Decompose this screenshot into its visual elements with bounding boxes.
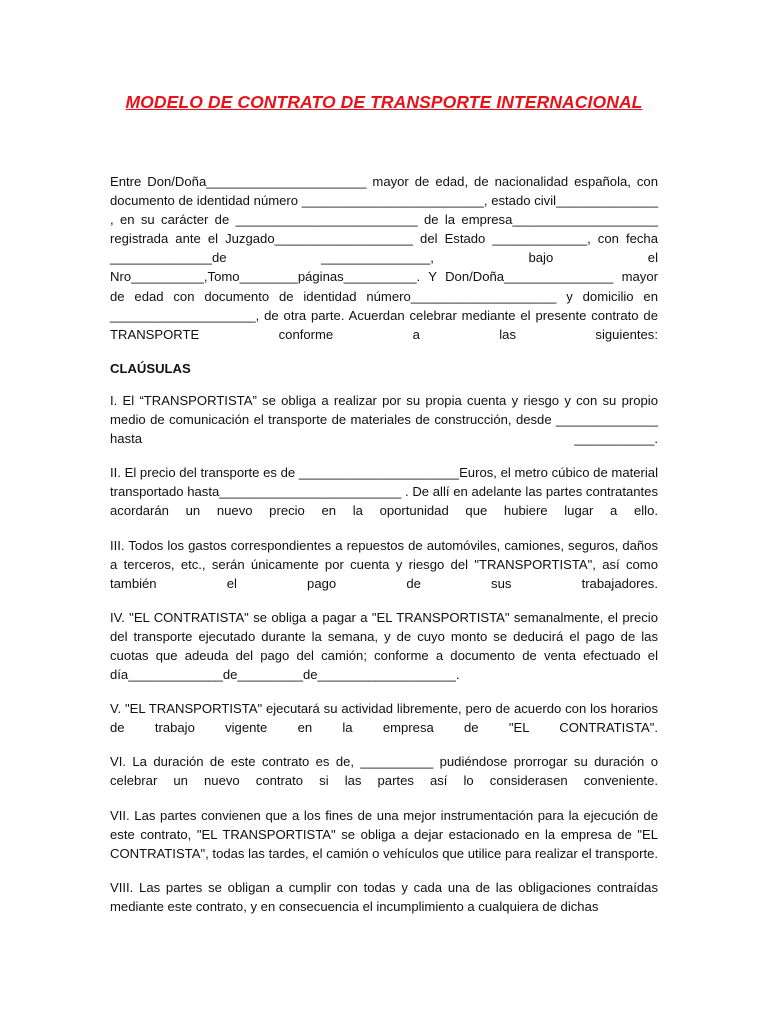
clause-1: I. El “TRANSPORTISTA” se obliga a realizar por su propia cuenta y riesgo y con su propio medio de comunicación el transporte de materiales de construcción, desde ______________ hasta ___________. [110, 392, 658, 447]
clause-6: VI. La duración de este contrato es de, __________ pudiéndose prorrogar su duración o celebrar un nuevo contrato si las partes así lo considerasen conveniente. [110, 754, 658, 789]
document-title: MODELO DE CONTRATO DE TRANSPORTE INTERNACIONAL [125, 92, 643, 112]
clause-7: VII. Las partes convienen que a los fines de una mejor instrumentación para la ejecución de este contrato, "EL TRANSPORTISTA" se obliga a dejar estacionado en la empresa de "EL CONTRATISTA", todas las tardes, el camión o vehículos que utilice para realizar el transporte. [110, 807, 658, 861]
clause-3: III. Todos los gastos correspondientes a repuestos de automóviles, camiones, seguros, daños a terceros, etc., serán únicamente por cuenta y riesgo del "TRANSPORTISTA", así como también el pago de sus trabajadores. [110, 537, 658, 591]
clause-2: II. El precio del transporte es de ______________________Euros, el metro cúbico de material transportado hasta_________________________ . De allí en adelante las partes contratantes acordarán un nuevo precio en la oportunidad que hubiere lugar a ello. [110, 465, 658, 519]
clause-4: IV. "EL CONTRATISTA" se obliga a pagar a "EL TRANSPORTISTA" semanalmente, el precio del transporte ejecutado durante la semana, y de cuyo monto se deducirá el pago de las cuotas que adeuda del pago del camión; conforme a documento de venta efectuado el día_____________de_________de___________________. [110, 609, 658, 683]
clauses-heading: CLAÚSULAS [110, 360, 191, 376]
clause-5: V. "EL TRANSPORTISTA" ejecutará su actividad libremente, pero de acuerdo con los horarios de trabajo vigente en la empresa de "EL CONTRATISTA". [110, 701, 658, 736]
document-body [110, 172, 658, 931]
intro-paragraph: Entre Don/Doña______________________ mayor de edad, de nacionalidad española, con documento de identidad número _________________________, estado civil______________ , en su carácter de _________________________ de la empresa____________________ registrada ante el Juzgado___________________ del Estado _____________, con fecha ______________de _______________, bajo el Nro__________,Tomo________páginas__________. Y Don/Doña_______________ mayor de edad con documento de identidad número____________________ y domicilio en ____________________, de otra parte. Acuerdan celebrar mediante el presente contrato de TRANSPORTE conforme a las siguientes: [110, 174, 658, 342]
clause-8: VIII. Las partes se obligan a cumplir con todas y cada una de las obligaciones contraídas mediante este contrato, y en consecuencia el incumplimiento a cualquiera de dichas [110, 879, 658, 914]
